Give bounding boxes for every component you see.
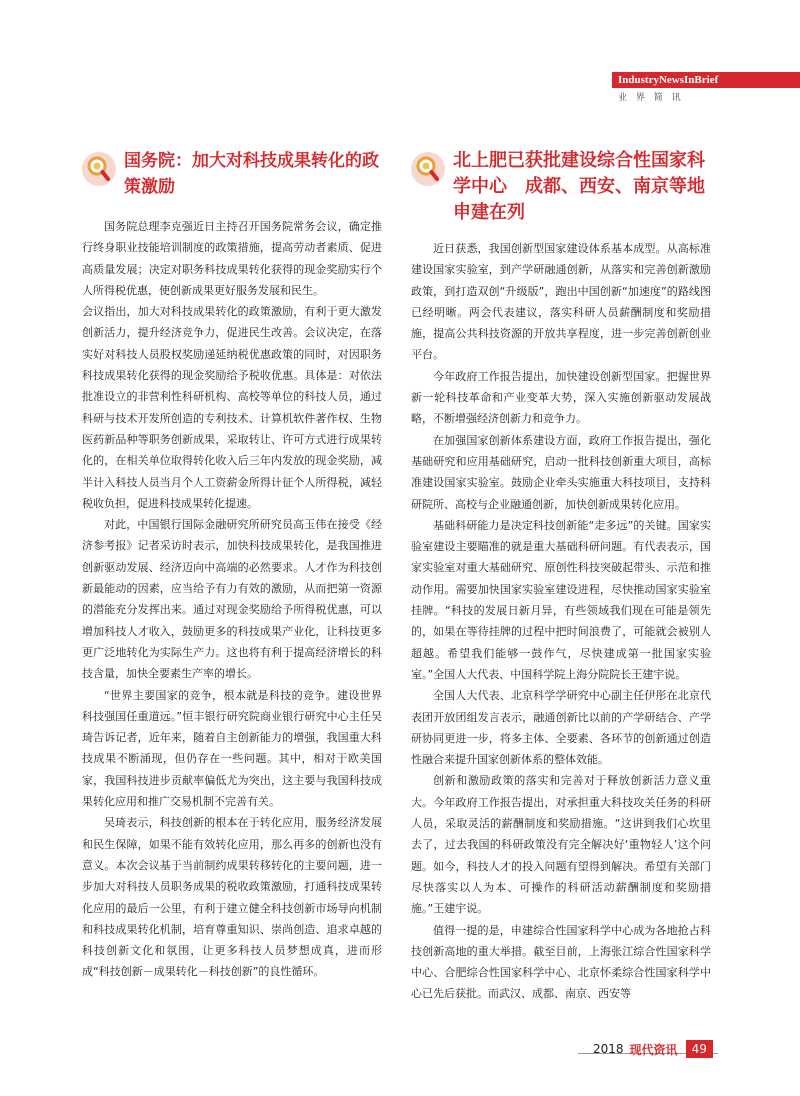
paragraph: 对此，中国银行国际金融研究所研究员高玉伟在接受《经济参考报》记者采访时表示，加快科技成果转化，是我国推进创新驱动发展、经济迈向中高端的必然要求。人才作为科技创新最能动的因素，应当给予有力有效的激励，从而把第一资源的潜能充分发挥出来。通过对现金奖励给予所得税优惠，可以增加科技人才收入，鼓励更多的科技成果产业化，让科技更多更广泛地转化为实际生产力。这也将有利于提高经济增长的科技含量，加快全要素生产率的增长。 — [82, 518, 382, 681]
magnifier-icon — [411, 152, 445, 186]
paragraph: 基础科研能力是决定科技创新能“走多远”的关键。国家实验室建设主要瞄准的就是重大基础科研问题。有代表表示，国家实验室对重大基础研究、原创性科技突破起带头、示范和推动作用。需要加快国家实验室建设进程，尽快推动国家实验室挂牌。“科技的发展日新月异，有些领域我们现在可能是领先的，如果在等待挂牌的过程中把时间浪费了，可能就会被别人超越。希望我们能够一鼓作气，尽快建成第一批国家实验室。”全国人大代表、中国科学院上海分院院长王建宇说。 — [411, 518, 711, 681]
magazine-name: 现代资讯 — [629, 1042, 678, 1057]
magnifier-icon — [82, 152, 116, 186]
paragraph: 吴琦表示，科技创新的根本在于转化应用，服务经济发展和民生保障，如果不能有效转化应用，那么再多的创新也没有意义。本次会议基于当前制约成果转移转化的主要问题，进一步加大对科技人员职务成果的税收政策激励，打通科技成果转化应用的最后一公里，有利于建立健全科技创新市场导向机制和科技成果转化机制，培育尊重知识、崇尚创造、追求卓越的科技创新文化和氛围，让更多科技人员梦想成真，进而形成“科技创新－成果转化－科技创新”的良性循环。 — [82, 816, 382, 979]
left-article-body — [82, 216, 382, 983]
paragraph: 创新和激励政策的落实和完善对于释放创新活力意义重大。今年政府工作报告提出，对承担重大科技攻关任务的科研人员，采取灵活的薪酬制度和奖励措施。“这讲到我们心坎里去了，过去我国的科研政策没有完全解决好‘重物轻人’这个问题。如今，科技人才的投入问题有望得到解决。希望有关部门尽快落实以人为本、可操作的科研活动薪酬制度和奖励措施。”王建宇说。 — [411, 774, 711, 916]
page-footer — [593, 1040, 713, 1058]
paragraph: 国务院总理李克强近日主持召开国务院常务会议，确定推行终身职业技能培训制度的政策措施，提高劳动者素质、促进高质量发展；决定对职务科技成果转化获得的现金奖励实行个人所得税优惠，使创新成果更好服务发展和民生。 — [82, 220, 382, 297]
left-article-header — [82, 148, 382, 210]
paragraph: 近日获悉，我国创新型国家建设体系基本成型。从高标准建设国家实验室，到产学研融通创新，从落实和完善创新激励政策，到打造双创“升级版”，跑出中国创新“加速度”的路线图已经明晰。两会代表建议，落实科研人员薪酬制度和奖励措施，提高公共科技资源的开放共享程度，进一步完善创新创业平台。 — [411, 242, 711, 362]
left-article-title: 国务院：加大对科技成果转化的政策激励 — [124, 151, 379, 197]
paragraph: “世界主要国家的竞争，根本就是科技的竞争。建设世界科技强国任重道远。”恒丰银行研究院商业银行研究中心主任吴琦告诉记者，近年来，随着自主创新能力的增强，我国重大科技成果不断涌现，但仍存在一些问题。其中，相对于欧美国家，我国科技进步贡献率偏低尤为突出，这主要与我国科技成果转化应用和推广交易机制不完善有关。 — [82, 688, 382, 809]
page-number: 49 — [686, 1040, 713, 1058]
paragraph: 今年政府工作报告提出，加快建设创新型国家。把握世界新一轮科技革命和产业变革大势，深入实施创新驱动发展战略，不断增强经济创新力和竞争力。 — [411, 369, 711, 426]
paragraph: 全国人大代表、北京科学学研究中心副主任伊彤在北京代表团开放团组发言表示，融通创新比以前的产学研结合、产学研协同更进一步，将多主体、全要素、各环节的创新通过创造性融合来提升国家创新体系的整体效能。 — [411, 689, 711, 767]
footer-year: 2018 — [593, 1042, 624, 1056]
right-article-body — [411, 238, 711, 1005]
right-article — [411, 148, 711, 1005]
paragraph: 在加强国家创新体系建设方面，政府工作报告提出，强化基础研究和应用基础研究，启动一批科技创新重大项目，高标准建设国家实验室。鼓励企业牵头实施重大科技项目，支持科研院所、高校与企业融通创新，加快创新成果转化应用。 — [411, 433, 711, 511]
paragraph: 会议指出，加大对科技成果转化的政策激励，有利于更大激发创新活力，提升经济竞争力，促进民生改善。会议决定，在落实好对科技人员股权奖励递延纳税优惠政策的同时，对因职务科技成果转化获得的现金奖励给予税收优惠。具体是：对依法批准设立的非营利性科研机构、高校等单位的科技人员，通过科研与技术开发所创造的专利技术、计算机软件著作权、生物医药新品种等职务创新成果，采取转让、许可方式进行成果转化的，在相关单位取得转化收入后三年内发放的现金奖励，减半计入科技人员当月个人工资薪金所得计征个人所得税，减轻税收负担，促进科技成果转化提速。 — [82, 305, 382, 510]
section-tag-en: IndustryNewsInBrief — [612, 72, 800, 88]
section-tag-cn: 业 界 简 讯 — [618, 93, 684, 103]
left-article — [82, 148, 382, 983]
right-article-title: 北上肥已获批建设综合性国家科学中心 成都、西安、南京等地申建在列 — [453, 150, 705, 223]
right-article-header — [411, 148, 711, 238]
paragraph: 值得一提的是，申建综合性国家科学中心成为各地抢占科技创新高地的重大举措。截至目前，上海张江综合性国家科学中心、合肥综合性国家科学中心、北京怀柔综合性国家科学中心已先后获批。而武汉、成都、南京、西安等 — [411, 923, 711, 1001]
